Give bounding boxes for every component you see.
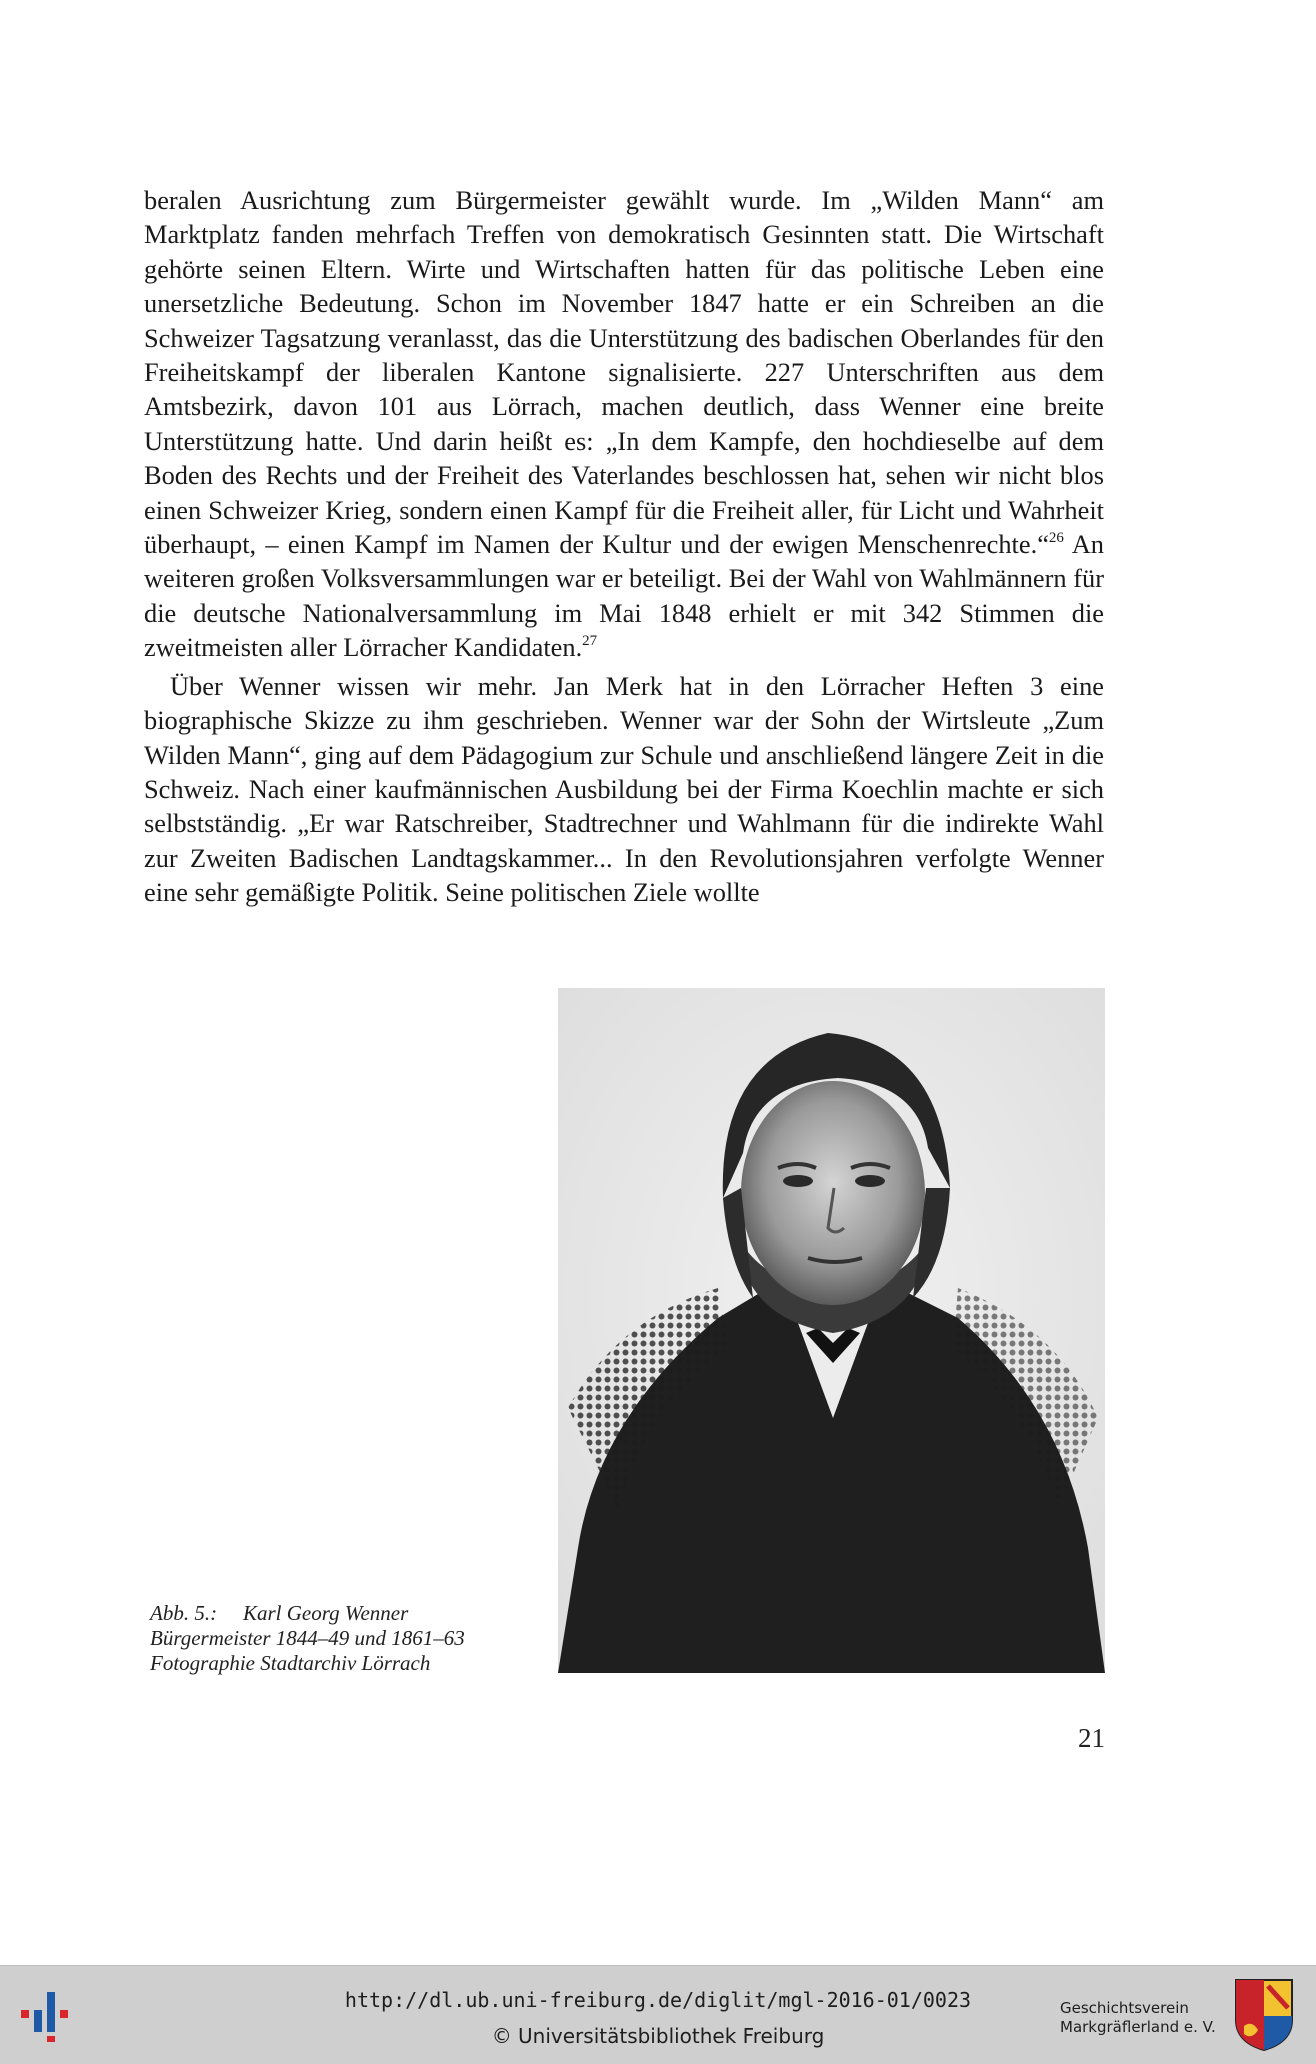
page-number: 21	[1078, 1723, 1105, 1753]
caption-line-1: Karl Georg Wenner	[243, 1601, 409, 1625]
footnote-ref-26[interactable]: 26	[1048, 530, 1064, 547]
caption-line-2: Bürgermeister 1844–49 und 1861–63	[150, 1626, 465, 1650]
footer-bar	[0, 1965, 1316, 2064]
paragraph-1: beralen Ausrichtung zum Bürgermeister gewählt wurde. Im „Wilden Mann“ am Marktplatz fanden mehrfach Treffen von demokratisch Gesinnten statt. Die Wirtschaft gehörte seinen Eltern. Wirte und Wirtschaften hatten für das politische Leben eine unersetzliche Bedeutung. Schon im November 1847 hatte er ein Schreiben an die Schweizer Tagsatzung veranlasst, das die Unterstützung des badischen Oberlandes für den Freiheitskampf der liberalen Kantone signalisierte. 227 Unterschriften aus dem Amtsbezirk, davon 101 aus Lörrach, machen deutlich, dass Wenner eine breite Unterstützung hatte. Und darin heißt es: „In dem Kampfe, den hochdieselbe auf dem Boden des Rechts und der Freiheit des Vaterlandes beschlossen hat, sehen wir nicht blos einen Schweizer Krieg, sondern einen Kampf für die Freiheit aller, für Licht und Wahrheit überhaupt, – einen Kampf im Namen der Kultur und der ewigen Menschenrechte.“$^{26}$ An weiteren großen Volksversammlungen war er beteiligt. Bei der Wahl von Wahlmännern für die deutsche Nationalversammlung im Mai 1848 erhielt er mit 342 Stimmen die zweitmeisten aller Lörracher Kandidaten.$^{27}$	[144, 185, 1104, 663]
footer-url-link[interactable]: http://dl.ub.uni-freiburg.de/diglit/mgl-2016-01/0023	[344, 1988, 972, 2012]
portrait-photo	[558, 988, 1105, 1673]
paragraph-2: Über Wenner wissen wir mehr. Jan Merk hat in den Lörracher Heften 3 eine biographische Skizze zu ihm geschrieben. Wenner war der Sohn der Wirtsleute „Zum Wilden Mann“, ging auf dem Pädagogium zur Schule und anschließend längere Zeit in die Schweiz. Nach einer kaufmännischen Ausbildung bei der Firma Koechlin machte er sich selbstständig. „Er war Ratschreiber, Stadtrechner und Wahlmann für die indirekte Wahl zur Zweiten Badischen Landtagskammer... In den Revolutionsjahren verfolgte Wenner eine sehr gemäßigte Politik. Seine politischen Ziele wollte	[144, 670, 1104, 908]
figure-caption	[150, 1601, 465, 1676]
body-text	[144, 183, 1104, 910]
society-crest-icon	[1234, 1978, 1294, 2052]
caption-line-3: Fotographie Stadtarchiv Lörrach	[150, 1651, 431, 1675]
footnote-ref-27[interactable]: 27	[582, 633, 598, 650]
footer-copyright: © Universitätsbibliothek Freiburg	[491, 2024, 825, 2048]
caption-label: Abb. 5.:	[150, 1601, 218, 1625]
footer-society-name: Geschichtsverein Markgräflerland e. V.	[1060, 1999, 1216, 2036]
